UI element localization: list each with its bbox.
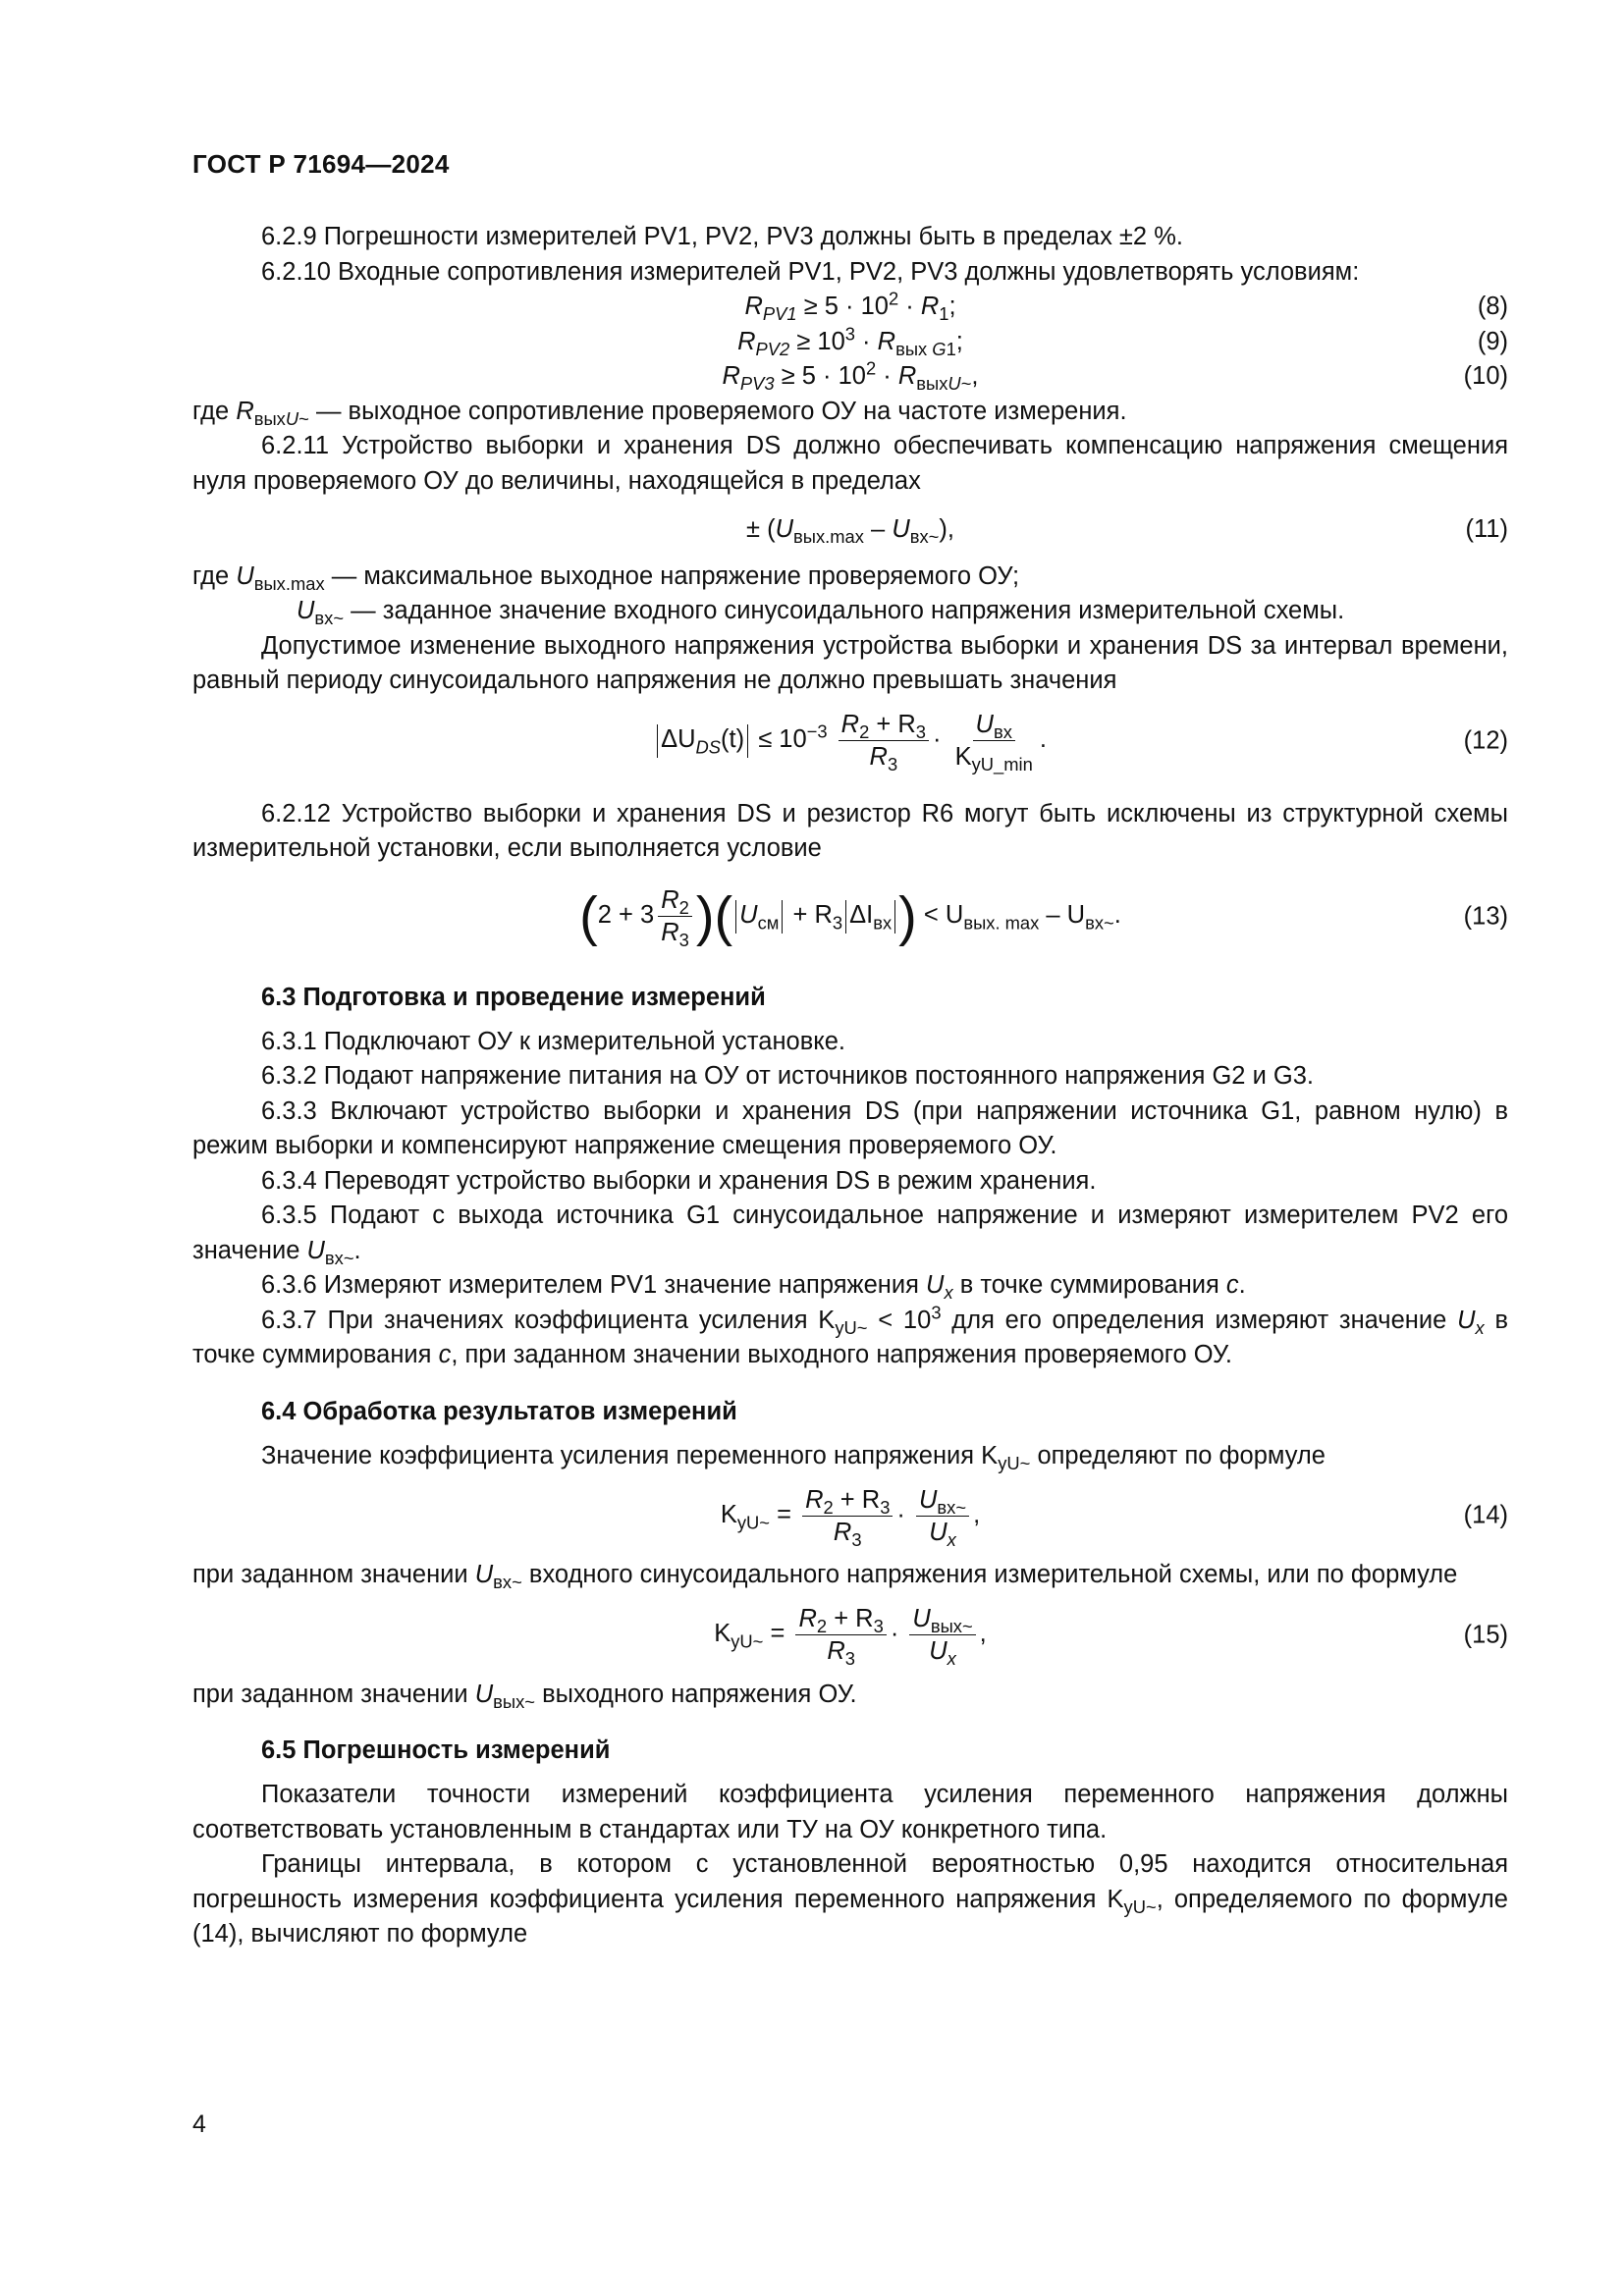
clause-6-3-5: 6.3.5 Подают с выхода источника G1 синусоидальное напряжение и измеряют измерителем PV2 его значение $U_{вх\sim}$. <box>192 1201 1508 1268</box>
paragraph-accuracy: Показатели точности измерений коэффициента усиления переменного напряжения должны соответствовать установленным в стандартах или ТУ на ОУ конкретного типа. <box>192 1781 1508 1843</box>
clause-6-3-1: 6.3.1 Подключают ОУ к измерительной установке. <box>261 1027 845 1055</box>
formula-number: (9) <box>1477 327 1508 355</box>
clause-6-2-11: 6.2.11 Устройство выборки и хранения DS должно обеспечивать компенсацию напряжения смещения нуля проверяемого ОУ до величины, находящейся в пределах <box>192 432 1508 495</box>
formula-13: (2 + 3 $\frac{R_2}{R_3}$ )( $U_{см} + R_3$ $\Delta I_{вх}$ ) < $U_{вых. max} - U_{вх\sim}$. (13) <box>579 884 1508 951</box>
clause-6-2-12: 6.2.12 Устройство выборки и хранения DS и резистор R6 могут быть исключены из структурной схемы измерительной установки, если выполняется условие <box>192 799 1508 862</box>
section-heading-6-5: 6.5 Погрешность измерений <box>261 1736 611 1764</box>
clause-6-3-3: 6.3.3 Включают устройство выборки и хранения DS (при напряжении источника G1, равном нулю) в режим выборки и компенсируют напряжение смещения проверяемого ОУ. <box>192 1096 1508 1159</box>
formula-10: $R_{PV3} \ge 5 \cdot 10^2 \cdot R_{выхU\sim}$, (10) <box>722 357 1508 395</box>
clause-6-3-2: 6.3.2 Подают напряжение питания на ОУ от источников постоянного напряжения G2 и G3. <box>261 1062 1315 1090</box>
clause-6-3-7: 6.3.7 При значениях коэффициента усиления $K_{yU\sim} < 10^3$ для его определения измеряют значение $U_x$ в точке суммирования c, при заданном значении выходного напряжения проверяемого ОУ. <box>192 1302 1508 1368</box>
where-clause-r-out: где $R_{выхU\sim}$ — выходное сопротивление проверяемого ОУ на частоте измерения. <box>192 397 1127 429</box>
page-number: 4 <box>192 2110 206 2138</box>
clause-6-2-10: 6.2.10 Входные сопротивления измерителей PV1, PV2, PV3 должны удовлетворять условиям: <box>261 257 1360 286</box>
formula-number: (14) <box>1463 1501 1508 1529</box>
section-heading-6-4: 6.4 Обработка результатов измерений <box>261 1397 737 1425</box>
clause-6-3-4: 6.3.4 Переводят устройство выборки и хранения DS в режим хранения. <box>261 1166 1097 1195</box>
paragraph-allowable-change: Допустимое изменение выходного напряжения устройства выборки и хранения DS за интервал времени, равный периоду синусоидального напряжения не должно превышать значения <box>192 631 1508 694</box>
where-clause-u-out-max: где $U_{вых.max}$ — максимальное выходное напряжение проверяемого ОУ; <box>192 561 1020 594</box>
paragraph-interval-bounds: Границы интервала, в котором с установленной вероятностью 0,95 находится относительная погрешность измерения коэффициента усиления переменного напряжения $K_{yU\sim}$, определяемого по формуле (14), вычисляют по формуле <box>192 1850 1508 1948</box>
section-heading-6-3: 6.3 Подготовка и проведение измерений <box>261 983 766 1011</box>
page-body <box>192 220 1508 1952</box>
formula-12: $\Delta U_{DS}(t) \le 10^{-3}$ $\frac{R_2 + R_3}{R_3}$ · $\frac{U_{вх}}{K_{yU\_min}}$ . (12) <box>192 699 1508 783</box>
formula-8: $R_{PV1} \ge 5 \cdot 10^2 \cdot R_1$; (8) <box>744 288 1508 325</box>
paragraph-after-formula-15: при заданном значении $U_{вых\sim}$ выходного напряжения ОУ. <box>192 1680 857 1712</box>
formula-number: (8) <box>1477 293 1508 320</box>
formula-9: $R_{PV2} \ge 10^3 \cdot R_{вых G1}$; (9) <box>737 323 1508 359</box>
formula-14: $K_{yU\sim}$ = $\frac{R_2 + R_3}{R_3}$ · $\frac{U_{вх\sim}}{U_x}$ , (14) <box>720 1485 1508 1550</box>
formula-number: (12) <box>1463 725 1508 754</box>
formula-15: $K_{yU\sim}$ = $\frac{R_2 + R_3}{R_3}$ · $\frac{U_{вых\sim}}{U_x}$ , (15) <box>714 1605 1508 1670</box>
where-clause-u-in: $U_{вх\sim}$ — заданное значение входного синусоидального напряжения измерительной схемы. <box>297 597 1345 629</box>
clause-6-2-9: 6.2.9 Погрешности измерителей PV1, PV2, PV3 должны быть в пределах ±2 %. <box>261 223 1183 250</box>
formula-number: (15) <box>1463 1620 1508 1648</box>
clause-6-3-6: 6.3.6 Измеряют измерителем PV1 значение напряжения $U_x$ в точке суммирования c. <box>261 1271 1246 1304</box>
formula-11: ± $(U_{вых.max} - U_{вх\sim})$, (11) <box>192 512 1508 548</box>
document-header: ГОСТ Р 71694—2024 <box>192 149 450 179</box>
paragraph-after-formula-14: при заданном значении $U_{вх\sim}$ входного синусоидального напряжения измерительной схемы, или по формуле <box>192 1561 1458 1593</box>
formula-number: (11) <box>1465 515 1508 543</box>
paragraph-gain-formula-intro: Значение коэффициента усиления переменного напряжения $K_{yU\sim}$ определяют по формуле <box>261 1441 1326 1473</box>
formula-number: (13) <box>1463 901 1508 930</box>
formula-number: (10) <box>1463 362 1508 390</box>
